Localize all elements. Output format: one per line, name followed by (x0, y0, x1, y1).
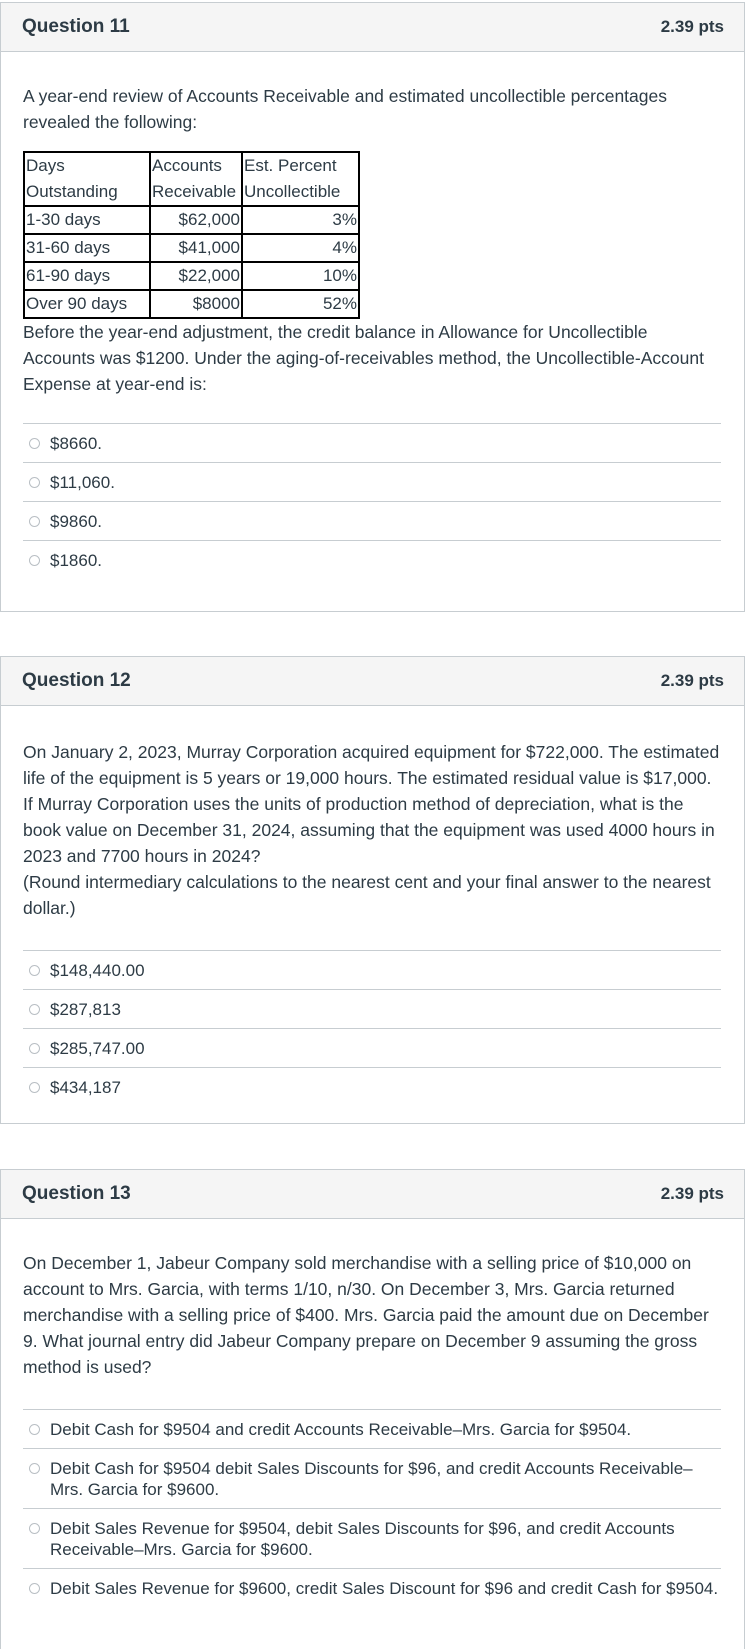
question-11-card (0, 2, 745, 612)
answer-option[interactable] (23, 501, 721, 540)
question-points: 2.39 pts (660, 1184, 724, 1203)
question-points: 2.39 pts (660, 17, 724, 36)
answer-label: $11,060. (50, 473, 115, 492)
aging-table (23, 151, 360, 319)
radio-button[interactable] (29, 516, 40, 527)
radio-button[interactable] (29, 477, 40, 488)
radio-button[interactable] (29, 555, 40, 566)
answer-list (23, 1409, 722, 1607)
answer-option[interactable] (23, 462, 721, 501)
table-cell: 31-60 days (24, 234, 150, 262)
question-title: Question 11 (22, 16, 130, 37)
table-cell: 52% (242, 290, 359, 318)
answer-option[interactable] (23, 423, 721, 462)
answer-option[interactable] (23, 950, 721, 989)
radio-button[interactable] (29, 1523, 40, 1534)
question-body (1, 83, 744, 579)
answer-label: Debit Cash for $9504 debit Sales Discounts for $96, and credit Accounts Receivable–Mrs. Garcia for $9600. (50, 1459, 693, 1499)
question-header (1, 1170, 744, 1219)
answer-option[interactable] (23, 1028, 721, 1067)
answer-label: Debit Cash for $9504 and credit Accounts Receivable–Mrs. Garcia for $9504. (50, 1420, 632, 1439)
question-title: Question 12 (22, 670, 131, 691)
table-cell: $62,000 (150, 206, 242, 234)
table-header-row (24, 152, 359, 206)
table-cell: 3% (242, 206, 359, 234)
radio-button[interactable] (29, 1424, 40, 1435)
radio-button[interactable] (29, 965, 40, 976)
answer-label: $148,440.00 (50, 961, 145, 980)
table-cell: $8000 (150, 290, 242, 318)
answer-label: $287,813 (50, 1000, 121, 1019)
question-text: On December 1, Jabeur Company sold merchandise with a selling price of $10,000 on account to Mrs. Garcia, with terms 1/10, n/30. On December 3, Mrs. Garcia returned merchandise with a selling price of $400. Mrs. Garcia paid the amount due on December 9. What journal entry did Jabeur Company prepare on December 9 assuming the gross method is used? (23, 1253, 709, 1377)
answer-label: $434,187 (50, 1078, 121, 1097)
answer-label: $8660. (50, 434, 102, 453)
radio-button[interactable] (29, 1082, 40, 1093)
table-row (24, 290, 359, 318)
question-intro: A year-end review of Accounts Receivable and estimated uncollectible percentages revealed the following: (23, 86, 667, 132)
answer-list (23, 950, 722, 1106)
radio-button[interactable] (29, 438, 40, 449)
table-cell: 10% (242, 262, 359, 290)
question-points: 2.39 pts (660, 671, 724, 690)
radio-button[interactable] (29, 1583, 40, 1594)
answer-label: $9860. (50, 512, 102, 531)
answer-option[interactable] (23, 1508, 721, 1568)
answer-label: $1860. (50, 551, 102, 570)
table-cell: Over 90 days (24, 290, 150, 318)
answer-option[interactable] (23, 1067, 721, 1106)
table-cell: $22,000 (150, 262, 242, 290)
answer-label: Debit Sales Revenue for $9504, debit Sales Discounts for $96, and credit Accounts Receivable–Mrs. Garcia for $9600. (50, 1519, 675, 1559)
question-body (1, 1250, 744, 1607)
table-cell: 1-30 days (24, 206, 150, 234)
answer-option[interactable] (23, 1409, 721, 1448)
answer-option[interactable] (23, 989, 721, 1028)
table-cell: 61-90 days (24, 262, 150, 290)
answer-option[interactable] (23, 1448, 721, 1508)
answer-list (23, 423, 722, 579)
table-header-cell: Est. Percent Uncollectible (242, 152, 359, 206)
question-text: Before the year-end adjustment, the credit balance in Allowance for Uncollectible Accounts was $1200. Under the aging-of-receivables method, the Uncollectible-Account Expense at year-end is: (23, 322, 704, 394)
question-note: (Round intermediary calculations to the nearest cent and your final answer to the nearest dollar.) (23, 872, 711, 918)
radio-button[interactable] (29, 1004, 40, 1015)
question-title: Question 13 (22, 1183, 131, 1204)
table-row (24, 262, 359, 290)
question-13-card (0, 1169, 745, 1649)
question-header (1, 3, 744, 52)
question-text: On January 2, 2023, Murray Corporation acquired equipment for $722,000. The estimated life of the equipment is 5 years or 19,000 hours. The estimated residual value is $17,000. If Murray Corporation uses the units of production method of depreciation, what is the book value on December 31, 2024, assuming that the equipment was used 4000 hours in 2023 and 7700 hours in 2024? (23, 742, 720, 866)
table-row (24, 234, 359, 262)
table-header-cell: Days Outstanding (24, 152, 150, 206)
answer-option[interactable] (23, 1568, 721, 1607)
table-header-cell: Accounts Receivable (150, 152, 242, 206)
question-body (1, 739, 744, 1106)
question-header (1, 657, 744, 706)
table-cell: $41,000 (150, 234, 242, 262)
question-12-card (0, 656, 745, 1124)
answer-label: Debit Sales Revenue for $9600, credit Sales Discount for $96 and credit Cash for $9504. (50, 1579, 719, 1598)
table-row (24, 206, 359, 234)
table-cell: 4% (242, 234, 359, 262)
radio-button[interactable] (29, 1463, 40, 1474)
answer-option[interactable] (23, 540, 721, 579)
radio-button[interactable] (29, 1043, 40, 1054)
answer-label: $285,747.00 (50, 1039, 145, 1058)
